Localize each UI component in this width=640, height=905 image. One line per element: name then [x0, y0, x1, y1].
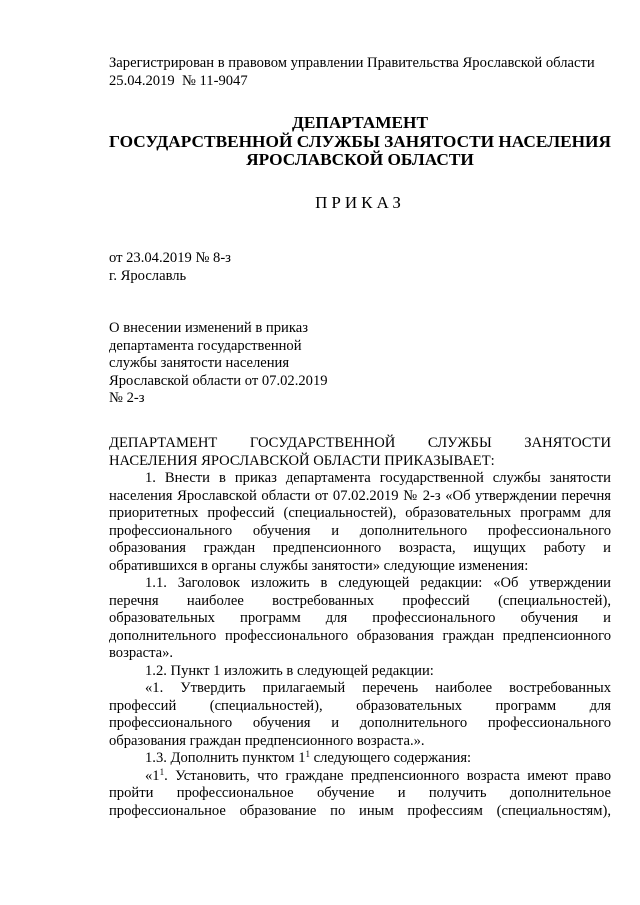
subject-line: Ярославской области от 07.02.2019	[109, 372, 328, 389]
subject-line: департамента государственной	[109, 337, 302, 354]
paragraph-1-3	[109, 750, 611, 768]
department-header-line: ГОСУДАРСТВЕННОЙ СЛУЖБЫ ЗАНЯТОСТИ НАСЕЛЕНИЯ	[109, 131, 611, 151]
paragraph-1-3-text: следующего содержания:	[310, 750, 472, 766]
superscript: 1	[159, 766, 165, 777]
order-meta	[109, 250, 611, 285]
paragraph-1-2: 1.2. Пункт 1 изложить в следующей редакции:	[145, 662, 434, 679]
department-header-line: ЯРОСЛАВСКОЙ ОБЛАСТИ	[246, 150, 474, 169]
order-city: г. Ярославль	[109, 267, 187, 284]
order-body	[109, 435, 611, 820]
order-date-number: от 23.04.2019 № 8-з	[109, 250, 231, 266]
document-type: ПРИКАЗ	[315, 193, 405, 212]
intro-line: ДЕПАРТАМЕНТ ГОСУДАРСТВЕННОЙ СЛУЖБЫ ЗАНЯТОСТИ	[109, 435, 611, 451]
subject-line: О внесении изменений в приказ	[109, 320, 308, 336]
paragraph-1-3-quote	[109, 768, 611, 821]
paragraph-1-3-quote-text: . Установить, что граждане предпенсионного возраста имеют право пройти профессиональное обучение и получить дополнительное профессиональное образование по иным профессиям (специальностям),	[109, 767, 611, 819]
registration-stamp	[109, 55, 611, 90]
intro-line: НАСЕЛЕНИЯ ЯРОСЛАВСКОЙ ОБЛАСТИ ПРИКАЗЫВАЕТ:	[109, 452, 495, 469]
registration-date-number: 25.04.2019 № 11-9047	[109, 72, 248, 89]
department-header	[60, 114, 640, 170]
subject-line: № 2-з	[109, 390, 145, 406]
superscript: 1	[305, 749, 310, 759]
paragraph-1-2-quote: «1. Утвердить прилагаемый перечень наиболее востребованных профессий (специальностей), образовательных программ для профессионального обучения и дополнительного профессионального образования граждан предпенсионного возраста.».	[109, 680, 611, 749]
paragraph-1: 1. Внести в приказ департамента государственной службы занятости населения Ярославской области от 07.02.2019 № 2-з «Об утверждении перечня приоритетных профессий (специальностей), образовательных программ для профессионального обучения и дополнительного профессионального образования граждан предпенсионного возраста, ищущих работу и обратившихся в органы службы занятости» следующие изменения:	[109, 470, 611, 574]
department-header-line: ДЕПАРТАМЕНТ	[291, 113, 429, 132]
paragraph-1-1: 1.1. Заголовок изложить в следующей редакции: «Об утверждении перечня наиболее востребованных профессий (специальностей), образовательных программ для профессионального обучения и дополнительного профессионального образования граждан предпенсионного возраста».	[109, 575, 611, 661]
registration-line: Зарегистрирован в правовом управлении Правительства Ярославской области	[109, 55, 595, 71]
subject-line: службы занятости населения	[109, 355, 290, 371]
order-subject	[109, 320, 611, 408]
paragraph-1-3-quote-text: «1	[145, 767, 160, 784]
paragraph-1-3-text: 1.3. Дополнить пунктом 1	[145, 750, 306, 766]
